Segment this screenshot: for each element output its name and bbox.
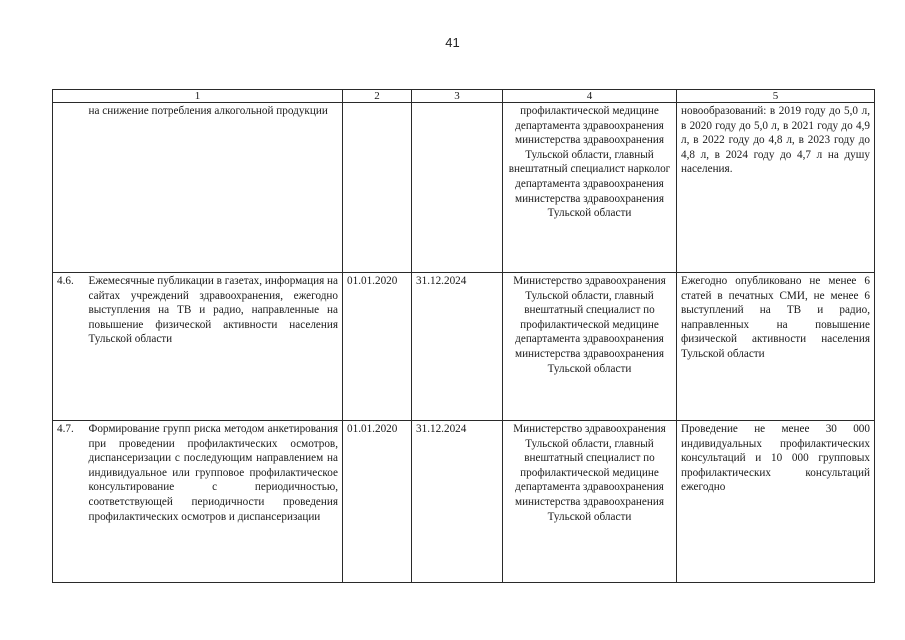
measure-description: Ежемесячные публикации в газетах, информация на сайтах учреждений здравоохранения, ежегодно выступления на ТВ и радио, направленные на повышение физической активности населения Тульской области — [85, 273, 343, 421]
responsible-executor: Министерство здравоохранения Тульской области, главный внештатный специалист по профилактической медицине департамента здравоохранения министерства здравоохранения Тульской области — [503, 421, 677, 583]
start-date: 01.01.2020 — [343, 421, 412, 583]
expected-result: Ежегодно опубликовано не менее 6 статей в печатных СМИ, не менее 6 выступлений на ТВ и радио, направленных на повышение физической активности населения Тульской области — [677, 273, 875, 421]
responsible-executor: профилактической медицине департамента здравоохранения министерства здравоохранения Тульской области, главный внештатный специалист нарколог департамента здравоохранения министерства здравоохранения Тульской области — [503, 103, 677, 273]
row-number — [53, 103, 85, 273]
row-number: 4.7. — [53, 421, 85, 583]
table-header-row — [53, 90, 875, 103]
column-header-4: 4 — [503, 90, 677, 103]
responsible-executor: Министерство здравоохранения Тульской области, главный внештатный специалист по профилактической медицине департамента здравоохранения министерства здравоохранения Тульской области — [503, 273, 677, 421]
expected-result: Проведение не менее 30 000 индивидуальных профилактических консультаций и 10 000 групповых профилактических консультаций ежегодно — [677, 421, 875, 583]
end-date: 31.12.2024 — [412, 421, 503, 583]
row-number: 4.6. — [53, 273, 85, 421]
start-date: 01.01.2020 — [343, 273, 412, 421]
end-date — [412, 103, 503, 273]
start-date — [343, 103, 412, 273]
expected-result: новообразований: в 2019 году до 5,0 л, в 2020 году до 5,0 л, в 2021 году до 4,9 л, в 2022 году до 4,8 л, в 2023 году до 4,8 л, в 2024 году до 4,7 л на душу населения. — [677, 103, 875, 273]
column-header-2: 2 — [343, 90, 412, 103]
measure-description: Формирование групп риска методом анкетирования при проведении профилактических осмотров, диспансеризации с последующим направлением на индивидуальное или групповое профилактическое консультирование с периодичностью, соответствующей периодичности проведения профилактических осмотров и диспансеризации — [85, 421, 343, 583]
table-row — [53, 421, 875, 583]
column-header-3: 3 — [412, 90, 503, 103]
column-header-5: 5 — [677, 90, 875, 103]
measure-description: на снижение потребления алкогольной продукции — [85, 103, 343, 273]
column-header-1: 1 — [53, 90, 343, 103]
measures-table — [52, 89, 875, 583]
end-date: 31.12.2024 — [412, 273, 503, 421]
page-number: 41 — [445, 35, 460, 50]
table-row — [53, 273, 875, 421]
table-row — [53, 103, 875, 273]
